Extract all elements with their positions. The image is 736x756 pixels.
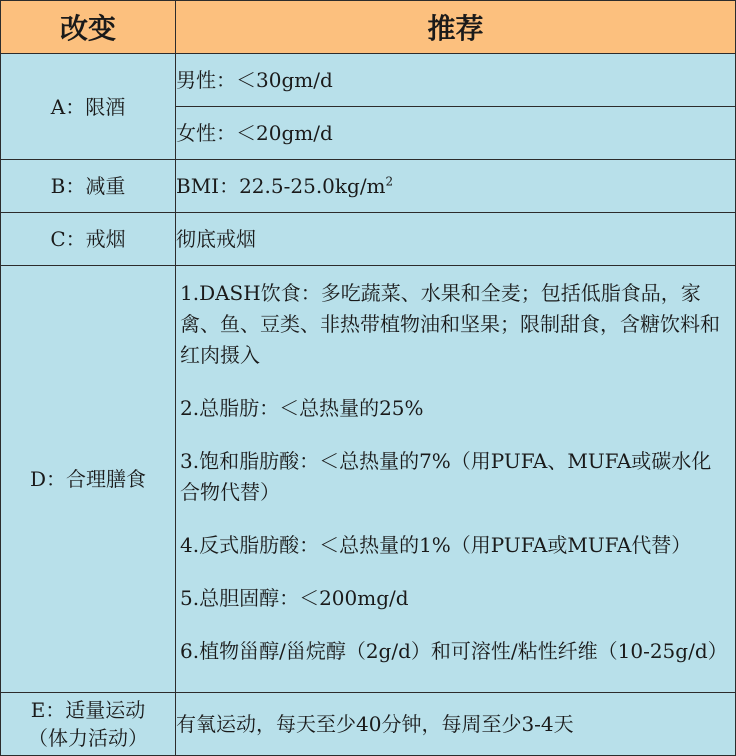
cat-smoking: C：戒烟 — [1, 213, 176, 266]
header-change: 改变 — [1, 1, 176, 54]
rec-weight-text: BMI：22.5-25.0kg/m — [176, 174, 386, 198]
cat-exercise — [1, 693, 176, 756]
rec-weight-superscript: 2 — [385, 174, 394, 189]
row-exercise — [1, 693, 736, 756]
row-weight — [1, 160, 736, 213]
cat-diet: D：合理膳食 — [1, 266, 176, 693]
row-diet — [1, 266, 736, 693]
diet-item-5: 5.总胆固醇：＜200mg/d — [180, 586, 409, 610]
cat-exercise-line1: E：适量运动 — [30, 698, 146, 722]
rec-alcohol-male: 男性：＜30gm/d — [176, 54, 736, 107]
cat-weight: B：减重 — [1, 160, 176, 213]
cat-alcohol: A：限酒 — [1, 54, 176, 160]
rec-smoking: 彻底戒烟 — [176, 213, 736, 266]
diet-item-3: 3.饱和脂肪酸：＜总热量的7%（用PUFA、MUFA或碳水化合物代替） — [180, 449, 712, 504]
cat-exercise-line2: （体力活动） — [28, 726, 148, 750]
header-row — [1, 1, 736, 54]
row-alcohol-male — [1, 54, 736, 107]
row-smoking — [1, 213, 736, 266]
rec-alcohol-female: 女性：＜20gm/d — [176, 107, 736, 160]
rec-weight — [176, 160, 736, 213]
diet-item-4: 4.反式脂肪酸：＜总热量的1%（用PUFA或MUFA代替） — [180, 533, 692, 557]
rec-diet — [176, 266, 736, 693]
diet-item-6: 6.植物甾醇/甾烷醇（2g/d）和可溶性/粘性纤维（10-25g/d） — [180, 639, 728, 663]
rec-exercise: 有氧运动，每天至少40分钟，每周至少3-4天 — [176, 693, 736, 756]
diet-item-2: 2.总脂肪：＜总热量的25% — [180, 396, 424, 420]
diet-item-1: 1.DASH饮食：多吃蔬菜、水果和全麦；包括低脂食品，家禽、鱼、豆类、非热带植物油和坚果；限制甜食，含糖饮料和红肉摄入 — [180, 281, 720, 367]
header-recommendation: 推荐 — [176, 1, 736, 54]
